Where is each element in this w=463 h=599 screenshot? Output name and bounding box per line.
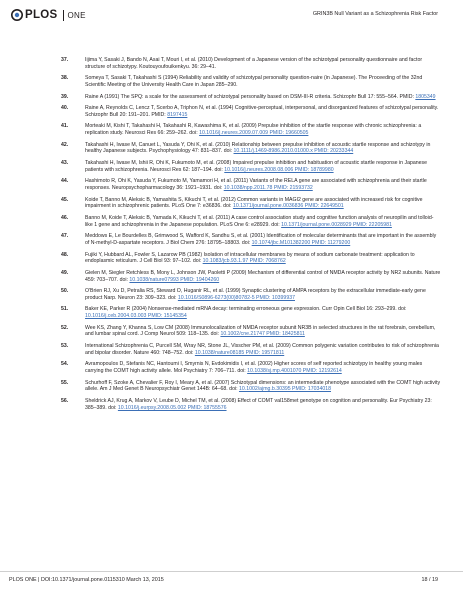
reference-item bbox=[61, 160, 441, 173]
reference-number: 49. bbox=[61, 269, 69, 276]
reference-link[interactable]: 10.1371/journal.pone.0028929 PMID: 22205981 bbox=[281, 221, 392, 228]
reference-item bbox=[61, 123, 441, 136]
reference-citation: Schurhoff F, Szoke A, Chevalier F, Roy I, Meary A, et al. (2007) Schizotypal dimensions: an intermediate phenotype associated with the COMT high activity allele. Am J Med Genet B Neuropsychiatr Genet 144B: 64–68. doi: bbox=[85, 379, 441, 393]
reference-item bbox=[61, 306, 441, 319]
reference-link[interactable]: 10.1016/j.eurpsy.2008.05.002 PMID: 18755576 bbox=[117, 404, 227, 411]
reference-citation: Takahashi H, Iwase M, Ishii R, Ohi K, Fukumoto M, et al. (2008) Impaired prepulse inhibition and habituation of acoustic startle response in Japanese patients with schizophrenia. Neurosci Res 62: 187–194. doi: bbox=[85, 160, 427, 173]
running-head: GRIN3B Null Variant as a Schizophrenia Risk Factor bbox=[312, 11, 438, 17]
logo-word: PLOS bbox=[25, 9, 58, 21]
reference-number: 45. bbox=[61, 196, 69, 203]
reference-citation: Baker KE, Parker R (2004) Nonsense-mediated mRNA decay: terminating erroneous gene expression. Curr Opin Cell Biol 16: 293–299. doi: bbox=[85, 306, 407, 313]
reference-item bbox=[61, 142, 441, 155]
reference-item bbox=[61, 178, 441, 191]
reference-number: 44. bbox=[61, 178, 69, 185]
reference-citation: Koide T, Banno M, Aleksic B, Yamashita S, Kikuchi T, et al. (2012) Common variants in MAGI2 gene are associated with increased risk for cognitive impairment in schizophrenic patients. PLoS One 7: e36836. doi: bbox=[85, 196, 423, 210]
reference-list bbox=[61, 57, 441, 416]
reference-link[interactable]: 10.1016/S0896-6273(00)80782-5 PMID: 10399937 bbox=[177, 294, 295, 301]
reference-item bbox=[61, 288, 441, 301]
reference-citation: Gielen M, Siegler Retchless B, Mony L, Johnson JW, Paoletti P (2009) Mechanism of differential control of NMDA receptor activity by NR2 subunits. Nature 459: 703–707. doi: bbox=[85, 269, 441, 283]
reference-text bbox=[85, 178, 441, 191]
reference-item bbox=[61, 325, 441, 338]
reference-item bbox=[61, 380, 441, 393]
reference-text bbox=[85, 343, 441, 356]
reference-item bbox=[61, 75, 441, 88]
reference-text bbox=[85, 233, 441, 246]
reference-item bbox=[61, 94, 441, 101]
reference-text bbox=[85, 361, 441, 374]
reference-number: 51. bbox=[61, 306, 69, 313]
reference-number: 43. bbox=[61, 160, 69, 167]
logo-sub: ONE bbox=[67, 10, 86, 20]
reference-link[interactable]: 10.1002/ajmg.b.30395 PMID: 17034018 bbox=[238, 386, 331, 393]
reference-text bbox=[85, 398, 441, 411]
reference-citation: Raine A, Reynolds C, Lencz T, Scerbo A, Triphon N, et al. (1994) Cognitive-perceptual, interpersonal, and disorganized features of schizotypal personality. Schizophr Bull 20: 191–201. PMID: bbox=[85, 105, 439, 118]
reference-number: 40. bbox=[61, 105, 69, 112]
reference-item bbox=[61, 343, 441, 356]
reference-item bbox=[61, 233, 441, 246]
reference-link[interactable]: 10.1016/j.neures.2009.07.009 PMID: 19660505 bbox=[199, 130, 309, 137]
reference-link[interactable]: 10.1038/nature07993 PMID: 19404260 bbox=[129, 276, 220, 283]
reference-text bbox=[85, 123, 441, 136]
reference-citation: Sheldrick AJ, Krug A, Markov V, Leube D, Michel TM, et al. (2008) Effect of COMT val158met genotype on cognition and personality. Eur Psychiatry 23: 385–389. doi: bbox=[85, 397, 432, 411]
page-header bbox=[0, 0, 463, 38]
reference-number: 50. bbox=[61, 288, 69, 295]
reference-text bbox=[85, 215, 441, 228]
reference-item bbox=[61, 215, 441, 228]
reference-citation: Takahashi H, Iwase M, Canuet L, Yasuda Y, Ohi K, et al. (2010) Relationship between prepulse inhibition of acoustic startle response and schizotypy in healthy Japanese subjects. Psychophysiology 47: 831–837. doi: bbox=[85, 141, 431, 155]
reference-item bbox=[61, 270, 441, 283]
reference-number: 53. bbox=[61, 343, 69, 350]
reference-number: 52. bbox=[61, 324, 69, 331]
reference-text bbox=[85, 142, 441, 155]
reference-link[interactable]: 10.1038/npp.2011.78 PMID: 21593732 bbox=[223, 185, 313, 192]
reference-number: 38. bbox=[61, 75, 69, 82]
reference-citation: Someya T, Sasaki T, Takahashi S (1994) Reliability and validity of schizotypal personality question-naire (in Japanese). The Proceeding of the 32nd Scientific Meeting of the University Health Care in Japan 285–290. bbox=[85, 75, 423, 88]
footer-citation: PLOS ONE | DOI:10.1371/journal.pone.0115310 March 13, 2015 bbox=[9, 577, 164, 583]
reference-item bbox=[61, 398, 441, 411]
reference-citation: Avramopoulos D, Stefanis NC, Hantoumi I, Smyrnis N, Evdokimidis I, et al. (2002) Higher scores of self reported schizotypy in healthy young males carrying the COMT high activity allele. Mol Psychiatry 7: 706–711. doi: bbox=[85, 361, 423, 375]
reference-text bbox=[85, 288, 441, 301]
reference-number: 48. bbox=[61, 251, 69, 258]
reference-text bbox=[85, 380, 441, 393]
reference-number: 56. bbox=[61, 397, 69, 404]
reference-item bbox=[61, 197, 441, 210]
reference-number: 46. bbox=[61, 214, 69, 221]
reference-link[interactable]: 8197415 bbox=[167, 111, 188, 118]
footer-divider bbox=[0, 571, 463, 572]
reference-item bbox=[61, 105, 441, 118]
reference-item bbox=[61, 57, 441, 70]
reference-link[interactable]: 10.1074/jbc.M101382200 PMID: 11279200 bbox=[251, 239, 351, 246]
reference-number: 39. bbox=[61, 93, 69, 100]
plos-logo bbox=[11, 9, 86, 21]
reference-number: 37. bbox=[61, 57, 69, 63]
reference-link[interactable]: 10.1002/cne.21747 PMID: 18425811 bbox=[220, 331, 305, 338]
reference-citation: Morteaki M, Kishi T, Takahashi H, Takahashi R, Kawashima K, et al. (2009) Prepulse inhibition of the startle response with chronic schizophrenia: a replication study. Neurosci Res 66: 259–262. doi: bbox=[85, 123, 422, 137]
reference-citation: O'Brien RJ, Xu D, Petralia RS, Steward O, Huganir RL, et al. (1999) Synaptic clustering of AMPA receptors by the extracellular immediate-early gene product Narp. Neuron 23: 309–323. doi: bbox=[85, 288, 426, 301]
reference-link[interactable]: 10.1038/nature08185 PMID: 19571811 bbox=[194, 349, 285, 356]
reference-number: 55. bbox=[61, 379, 69, 386]
reference-citation: Wee KS, Zhang Y, Khanna S, Low CM (2008) Immunolocalization of NMDA receptor subunit NR3B in selected structures in the rat forebrain, cerebellum, and lumbar spinal cord. J Comp Neurol 509: 118–135. doi: bbox=[85, 324, 436, 338]
reference-link[interactable]: 10.1038/sj.mp.4001070 PMID: 12192614 bbox=[247, 368, 342, 375]
reference-text bbox=[85, 197, 441, 210]
reference-text bbox=[85, 105, 441, 118]
reference-text bbox=[85, 252, 441, 265]
reference-number: 41. bbox=[61, 123, 69, 130]
reference-number: 54. bbox=[61, 361, 69, 368]
reference-link[interactable]: 10.1016/j.neures.2008.08.006 PMID: 18789980 bbox=[224, 166, 334, 173]
reference-text bbox=[85, 57, 441, 70]
reference-text bbox=[85, 270, 441, 283]
plos-logo-icon bbox=[11, 9, 23, 21]
reference-citation: Banno M, Koide T, Aleksic B, Yamada K, Kikuchi T, et al. (2011) A case control association study and cognitive function analysis of neuropilin and tolloid-like 1 gene and schizophrenia in the Japanese population. PLoS One 6: e28929. doi: bbox=[85, 214, 434, 228]
reference-citation: International Schizophrenia C, Purcell SM, Wray NR, Stone JL, Visscher PM, et al. (2009) Common polygenic variation contributes to risk of schizophrenia and bipolar disorder. Nature 460: 748–752. doi: bbox=[85, 343, 439, 356]
page-number: 18 / 19 bbox=[421, 577, 438, 583]
logo-divider bbox=[63, 10, 64, 21]
reference-text bbox=[85, 306, 441, 319]
reference-number: 42. bbox=[61, 141, 69, 148]
reference-item bbox=[61, 252, 441, 265]
reference-text bbox=[85, 94, 436, 101]
reference-link[interactable]: 10.1016/j.ceb.2004.03.003 PMID: 15145354 bbox=[85, 313, 187, 320]
reference-link[interactable]: 10.1083/jcb.93.1.97 PMID: 7068762 bbox=[202, 258, 286, 265]
reference-link[interactable]: 1805349 bbox=[415, 93, 436, 100]
reference-citation: Raine A (1991) The SPQ: a scale for the assessment of schizotypal personality based on DSM-III-R criteria. Schizophr Bull 17: 555–564. PMID: bbox=[85, 93, 416, 100]
reference-citation: Meddows E, Le Bourdelles B, Grimwood S, Wafford K, Sandhu S, et al. (2001) Identification of molecular determinants that are important in the assembly of N-methyl-D-aspartate receptors. J Biol Chem 276: 18795–18803. doi: bbox=[85, 233, 437, 246]
reference-text bbox=[85, 325, 441, 338]
reference-text bbox=[85, 160, 441, 173]
reference-citation: Iijima Y, Sasaki J, Bando N, Asai T, Mouri I, et al. (2010) Development of a Japanese version of the schizotypal personality questionnaire and factor structure of schizotypy. Koutouyoufouikenkyu. 36: 29–41. bbox=[85, 57, 423, 70]
reference-citation: Hashimoto R, Ohi K, Yasuda Y, Fukumoto M, Yamamori H, et al. (2011) Variants of the RELA gene are associated with schizophrenia and their startle responses. Neuropsychopharmacology 36: 1921–1931. doi: bbox=[85, 178, 427, 192]
reference-citation: Fujiki Y, Hubbard AL, Fowler S, Lazarow PB (1982) Isolation of intracellular membranes by means of sodium carbonate treatment: application to endoplasmic reticulum. J Cell Biol 93: 97–102. doi: bbox=[85, 251, 415, 265]
reference-text bbox=[85, 75, 441, 88]
reference-link[interactable]: 10.1111/j.1469-8986.2010.01000.x PMID: 20233344 bbox=[233, 148, 354, 155]
reference-number: 47. bbox=[61, 233, 69, 240]
reference-link[interactable]: 10.1371/journal.pone.0036836 PMID: 22649501 bbox=[232, 203, 344, 210]
reference-item bbox=[61, 361, 441, 374]
